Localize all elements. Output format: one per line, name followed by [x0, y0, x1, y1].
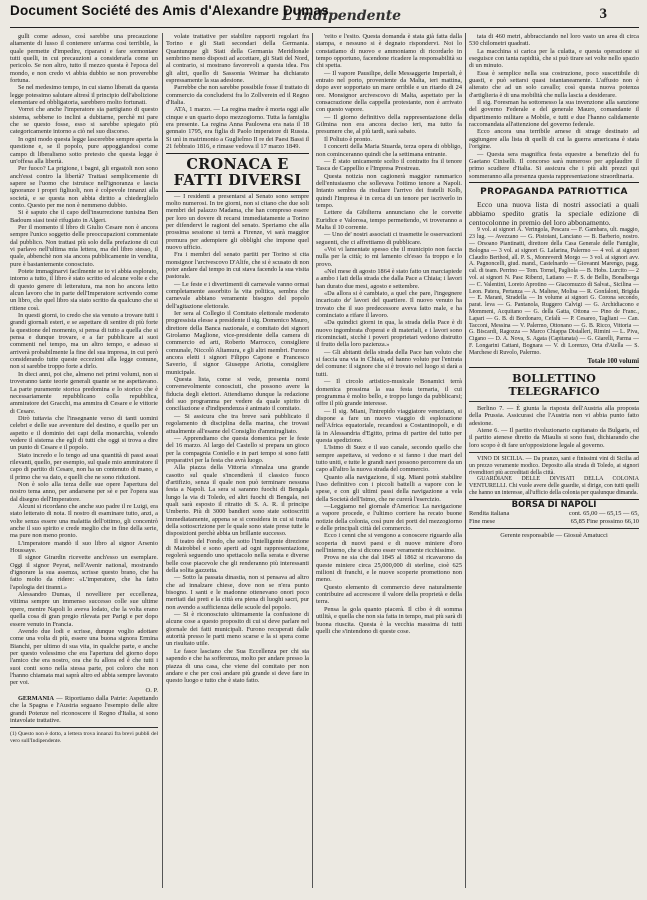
colonia-notice: GUARDIANE DELLE DIVISATI DELLA COLONIA VENTURELLI. Chi vuole avere delle guardie, si dirige, con tutti quelli che hanno un interesse, all'ufficio della colonia per qualunque dimanda.	[469, 476, 639, 497]
gerente-line: Gerente responsabile — Giosuè Amatucci	[500, 532, 608, 540]
news-item: — Questa sera magnifica festa equestre a benefizio del fu Gaetano Ciniselli. Il concorso sarà numeroso per applaudire il primo scudiere d'Italia. Si assicura che i più alti prezzi qui sommeranno alla presenza questa rappresentazione straordinaria.	[469, 150, 639, 180]
news-item: — Il sig. Miani, l'intrepido viaggiatore veneziano, si dispone a fare un nuovo viaggio di esplorazione nell'Africa equatoriale, recandosi a Costantinopoli, e di là in Alessandria d'Egitto, prima di partire del tutto per questa spedizione.	[316, 407, 462, 444]
section-rule	[469, 182, 639, 183]
news-item: — È stato unicamente scelto il contratto fra il tenore Tasca de Cappellio e l'Impresa Prestreau.	[316, 157, 462, 173]
article-paragraph: In ogni modo questa legge lascerebbe sempre aperta la questione e, se il popolo, pure appoggiandosi come campo di liberalismo sotto pretesto che questa legge è un'offesa alla libertà.	[10, 135, 158, 165]
column-2-paragraphs	[166, 193, 309, 685]
wine-notice: VINO DI SICILIA. — Da pranzo, sani e finissimi vini di Sicilia ad un prezzo veramente modico. Deposito alla strada di Toledo, ai signori rivenditori più accreditati della città.	[469, 456, 639, 476]
bulletin-item: Berlino 7. — È giunta la risposta dell'Austria alla proposta della Prussia. Assicurasi che l'Austria non vi abbia punto fatto adesione.	[469, 404, 639, 427]
article-paragraph: Parrebbe che non sarebbe possibile fosse il trattato di commercio da concludersi fra lo Zollverein ed il Regno d'Italia.	[166, 84, 309, 107]
article-paragraph: Per fuoco? La prigione, i bagni, gli ergastoli non sono anch'essi contro la libertà? Trattasi semplicemente di sapere se l'uomo che istruisce nell'ignoranza e lascia ignoranze i propri figliuoli, non è colpevole innanzi alla società, e se questa non abbia diritto a chiederglielo conto. Questo per me non è nemmeno dubbio.	[10, 165, 158, 209]
article-paragraph: L'imperatore mandò il suo libro al signor Arsenio Houssaye.	[10, 539, 158, 555]
germania-heading: GERMANIA	[18, 694, 54, 702]
bulletin-items	[469, 405, 639, 449]
news-item: — I residenti a presentarsi al Senato sono sempre molto numerosi. In tre giorni, non si citano che due soli membri del palazzo Madama, che han compreso essere per loro un dovere di recarsi immediatamente a Torino per difendervi le ragioni del senato. Speriamo che alla prossima sessione si terrà a Firenze, vi sarà maggior premura per adempiere gli obblighi che impone quel nuovo ufficio.	[166, 192, 309, 251]
news-item: Essa è semplice nella sua costruzione, poco suscettibile di guasti, e può settarsi quasi istantaneamente. L'affusto non è alterato che ad un solo cavallo; così questa nuova potenza d'artiglieria è di una mobilità che nulla lascia a desiderare.	[469, 69, 639, 99]
column-1	[10, 33, 158, 890]
section-rule	[469, 367, 639, 368]
news-item: Il sig. Foresman ha sottomesso la sua invenzione alla sanzione del governo Federale e del generale Mauro, comandante il dipartimento militare a Mobile, e tutti e due l'hanno calidamente raccomandata all'attenzione del governo federale.	[469, 99, 639, 129]
news-item: tata di 460 metri, abbracciando nel loro vasto un area di circa 530 chilometri quadrati.	[469, 33, 639, 48]
news-item: — Le feste e i divertimenti di carnevale vanno ormai completamente assorbito la vita politica, sembra che carnevale abbiano veramente bisogno del popolo dell'agitazione elettorale.	[166, 280, 309, 310]
germania-dispatch	[10, 695, 158, 724]
borsa-value: 65,85 Fine prossimo 66,10	[570, 517, 639, 525]
article-paragraph: Per il momento il libro di Giulio Cesare non è ancora sempre l'unico soggetto delle preoccupazioni commentate dal pubblico. Non trattasi più solo della prefazione di cui vi parlavo nell'ultima mia lettera, ma del libro stesso, il quale, abbenchè non sia ancora pubblicamente in vendita, pure è bastantemente conosciuto.	[10, 223, 158, 268]
section-rule	[166, 191, 309, 192]
article-paragraph: Stato incredo e lo tengo ad una quantità di passi assai rilevanti, quello, per esempio, sul quale mio ammiratore il capo di partito di Cesare, non ha un contenuto di mano, e il primo che va dato, e quelli che ne sono riduzioni.	[10, 451, 158, 481]
article-paragraph: Si è saputo che il capo dell'insurrezione tunisina Ben Badoum siasi testè rifugiato in Algeri.	[10, 209, 158, 224]
news-item: Ecco ancora una terribile arnese di strage destinato ad aggiungere alla lista di quelli di cui la guerra americana è stata l'origine.	[469, 128, 639, 151]
column-rule	[312, 33, 313, 888]
column-rule	[162, 33, 163, 888]
news-item: Ier sera al Collegio il Comitato elettorale moderato progressista elesse a presidente il sig. Domenico Mauro, direttore della Banca nazionale, e comitato dei signori Girolamo Maglione, vice-presidente della camera di commercio ed arti, Roberto Marrocco, consigliere comunale, Niccolò Altamura, e gli altri membri. Furono ancora eletti i signori Filippo Capone e Francesco Saverio, il signor Giuseppe Ariotta, consigliere municipale.	[166, 310, 309, 376]
bulletin-heading: BOLLETTINO TELEGRAFICO	[508, 371, 600, 398]
borsa-row	[469, 510, 639, 518]
page-number: 3	[599, 6, 607, 22]
footnote: (1) Questo non è dotto, a lettera trova innanzi fra brevi pubbli del vero sulI'Indipendente.	[10, 731, 158, 744]
column-3	[316, 33, 462, 890]
news-item: Fra i membri del senato partiti per Torino si cita monsignor l'arcivescovo D'Alife, che si è scusato di non poter andare dal tempo in cui stava facendo la sua visita pastorale.	[166, 251, 309, 281]
propaganda-total: Totale 100 volumi	[587, 357, 639, 365]
propaganda-intro: Ecco una nuova lista di nostri associati a quali abbiamo spedito gratis la speciale edizione di centocolonne in premio del loro abbonamento.	[469, 199, 639, 228]
column-2	[166, 33, 309, 890]
column-2-top-paragraphs	[166, 33, 309, 151]
borsa-label: Fine mese	[469, 517, 496, 525]
news-item: Quanto alla navigazione, il sig. Miani potrà stabilire l'uso definitivo con i piccoli battelli a vapore con le spese, e con gli ultimi passi della navigazione a vela della Società dell'Istmo, che ne curerà l'esercizio.	[316, 473, 462, 503]
article-paragraph: Alcuni si ricordano che anche suo padre il re Luigi, era stato letterato di nota. Il nostro di esaminare tutto, anzi, a volte senza essere una malattia dell'ottimo, gli concentrò anche il suo spirito e crede meglio che in fine della serie, ma pure non meno pronto.	[10, 503, 158, 540]
news-item: Questa notizia non cagionerà maggior rammarico dell'entusiasmo che sollevava l'ottimo tenore a Napoli. Intanto sembra da risultare l'arrivo dei fratelli Kolb, quindi l'Impresa è in cerca di un tenore per iscriverlo in tempo.	[316, 172, 462, 209]
column-1-paragraphs	[10, 33, 158, 687]
news-item: Pensa la gola quanto piacerà. Il cibo è di somma utilità, e quella che non sia fatta in tempo, mai più sarà di buona riuscita. Questa è la vecchia massima di tutti quelli che s'intendono di queste cose.	[316, 605, 462, 635]
news-item: «Da quindici giorni in qua, la strada della Pace è di nuovo ingombrata d'operai e di materiali, e i lavori sono ricominciati, sicchè i poveri proprietari vedono distrutto il frutto della loro pazienza.»	[316, 319, 462, 349]
news-item: Il Poliuto è pronto.	[324, 135, 372, 143]
article-paragraph: volate trattative per stabilire rapporti regolari fra Torino e gli Stati secondari della Germania. Quantunque gli Stati della Germania Meridionale sembrino meno disposti ad accettare, gli Stati del Nord, al contrario, si mostrano favorevoli a questa idea. Fra gli altri, quello di Sassonia Weimar ha dichiarato espressamente la sua adesione.	[166, 33, 309, 85]
news-item: — Uno de' nostri associati ci trasmette le osservazioni seguenti, che ci affrettiamo di pubblicare.	[316, 231, 462, 246]
borsa-value: cont. 65,00 — 65,15 — 65,	[568, 510, 639, 518]
news-item: Questa lista, come si vede, presenta nomi convenevolmente conosciuti, che possono avere la fiducia degli elettori. Attendiamo dunque la redazione del suo programma per vedere da quale spirito di conciliazione e d'indipendenza è animato il comitato.	[166, 376, 309, 413]
news-item: — Il vapore Pausilipe, delle Messaggerie Imperiali, è entrato nel porto, proveniente da Malta, ieri mattina, dopo aver sopportato un mare orribile e un ritardo di 24 ore. Monsignor arcivescovo di Malta, aspettato per la consacrazione della cappella protestante, non è arrivato con questo vapore.	[316, 69, 462, 114]
article-paragraph: ATA, 1 marzo. — La regina madre è morta oggi alle cinque e un quarto dopo mezzogiorno. Tutta la famiglia era presente. La regina Anna Paulowna era nata il 18 gennaio 1795, era figlia di Paolo imperatore di Russia. Si unì in matrimonio a Guglielmo II re dei Paesi Bassi il 21 febbraio 1816, e rimase vedova il 17 marzo 1849.	[166, 106, 309, 151]
news-item: Lettere da Gibilterra annunciano che le corvette Euridice e Valorosa, tempo permettendo, vi troveranno a Malta il 10 corrente.	[316, 209, 462, 231]
propaganda-list: 9 vol. ai signori A. Veringola, Pescara — F. Gambara, ult. maggio, 23 lug. — Avezzano — G. Pistoiani, Lanciano — B. Barberio, nostro. — Orsoano Piantinatti, direttore della Casa Generale delle Famiglie, Bologna — 3 vol. ai signori G. Lafarina, Palermo — 4 vol. ai signori Claudio Berthod, all. P. S., Monreverdi Morgo — 3 vol. ai signori avv. A. Pagnoncelli, giud. mand., Castelnardo — Giovanni Marengo, pagg. cal. di team. Perrino — Tom. Tornel, Pagliola — B. Hobs. Lurcito — 2 vol. ai signori N. Pasc Riberzi, Latiano — F. S. de Bellis, Bonalberga — C. Valentini, Loreto Aprotino — Giacomuzzo di Salvat., Sicilina — Leon. Patera, Pertanza — A. Maltese, Molisa — R. Gonfaloni, Brigida — E. Marani, Stradella — In volume ai signori G. Corona secondo, parat. leva — G. Pantanola, Ruggero Calvigi — G. Archidiacono e Mommeni, Acquitano — G. della Gatta, Ottona — Pino de Franc., Lapari — G. B. di Bordonaro, Cefalù — P. Cesareo, Tagliani — Can. Tacconi, Messina — V. Palermo, Ottonano — G. B. Ricco, Vittoria — G. Biscardi, Ragozza — Marco Chiappa Distalleri, Rimini — L. Piva, Cigano — D. A. Nova, S. Agata (Capitanata) — G. Giarelli, Parma — F. Longarini Cattani, Bognara — V. di Lorenzo, Orta d'Atella — S. Marchese di Ruvolo, Palermo.	[469, 227, 639, 356]
article-paragraph: Avendo due lodi e scrisse, dunque voglio adottare come una volta di più, essere una buona signora Ermina Bianchi, per ultimo di sua vita, in qualche parte, e anche per questo volessimo che era l'apertura del giorno dopo l'amico che era nostro, ora che fu allora ed è che tutti i suoi conti sono nella stessa parte, poi coloro che non l'hanno chiamata mai saprà altro ed abbia sempre lavorato per voi.	[10, 627, 158, 687]
footnote-rule	[10, 727, 158, 728]
news-item: Il teatro del Fondo, che sotto l'intelligente direzione di Mairobbel e sono aperti ad ogni rappresentazione, regolerà seguendo uno spettacolo nella serata e diverse belle cose piacevole che gli renderanno più interessanti della solita gazzetta.	[166, 537, 309, 575]
article-paragraph: Potete immaginarvi facilmente se io vi abbia esplorato, intorno a tutto, il libro è stato scritto ed alcune volte e che di questo genere di letteratura, ma non ho ancora letto alcun lavoro che in parte dell'Imperatore scrivendo come un libro, che quel libro sia stato scritto da qualcuno che si ritiene così.	[10, 268, 158, 312]
news-item: «Da allora si è cambiato, a quel che pare, l'ingegnere incaricato de' lavori del quartiere. Il nuovo venuto ha trovato che il suo predecessore aveva fatto male, e ha cominciato a rifare il lavoro.	[316, 290, 462, 320]
gerente-rule	[469, 528, 639, 529]
borsa-table	[469, 510, 639, 525]
notice-rule	[469, 452, 639, 453]
borsa-label: Rendita italiana	[469, 510, 510, 518]
news-item: I concerti della Maria Stuarda, terza opera di obbligo, non cominceranno quindi che la settimana entrante.	[316, 143, 462, 158]
news-item: —Leggiamo nel giornale d'America: La navigazione a vapore procede, e l'ultimo corriere ha recato buone notizie della colonia, così pure dei porti del mezzogiorno e delle principali città del commercio.	[316, 503, 462, 533]
column-4	[469, 33, 639, 890]
article-paragraph: Dirò tuttavia che l'insegnante verso di tanti uomini celebri e delle sue avventure del destino, e quello per un aspetto e il dominio dei capi della monarchia, volendo vedere il sistema che egli di tutti che oggi si trova a dire un punto di Cesare e il popolo.	[10, 414, 158, 452]
article-paragraph: gulli come adesso, così sarebbe una precauzione altamente di lusso il contenere un'arma così terribile, la quale permette d'impedire, ripararsi e fare sormontare tutti quelli, in cui precauzioni a considerarla come un pericolo. Se non altro, tutto il mezzo questa è l'epoca del mondo, e non credo vi abbia dubbio se non proverebbe fortuna.	[10, 33, 158, 85]
news-item: «Nel mese di agosto 1864 è stato fatto un marciapiede a ambo i lati della strada che dalla Pace a Chiaia; i lavori han durato due mesi, agosto e settembre.	[316, 268, 462, 290]
borsa-heading: BORSA DI NAPOLI	[511, 499, 597, 510]
news-item: Questo elemento di commercio deve naturalmente contribuire ad accrescere il valore della proprietà e della terra.	[316, 583, 462, 606]
column-3-paragraphs	[316, 33, 462, 635]
news-item: — Gli abitanti della strada della Pace han voluto che si faccia una via in Chiaia, ed hanno voluto pur l'entrata del comune: il signore che si è trovato nel luogo si darà a tutti.	[316, 348, 462, 378]
news-item: — Sotto la passata dinastia, non si pensava ad altro che ad innalzare chiese, dove non se n'era punto bisogno. I santi e le madonne ottenevano onori poco meritati dai preti e la città era piena di luoghi sacri, pur non avendo a sufficienza delle scuole del popolo.	[166, 574, 309, 611]
news-item: Prova ne sia che dal 1845 al 1862 si ricavarono da queste miniere circa 25,000,000 di sterline, cioè 625 milioni di franchi, e le nuove scoperte promettono non meno.	[316, 554, 462, 584]
news-item: «Voi vi lamentate spesso che il municipio non faccia nulla per la città; io mi lamento ch'esso fa troppo e lo provo.	[316, 245, 462, 268]
article-paragraph: In dieci anni, poi che, almeno nei primi volumi, non si troveranno tante teorie generali quante se ne aspettavano. La parte puramente storica predomina e lo storico che è necessariamente repubblicano colla repubblica, ammiratore dei Gracchi, ma ammira di Cesare e le vittorie di Cesare.	[10, 370, 158, 415]
bulletin-rule	[469, 401, 639, 402]
propaganda-heading: PROPAGANDA PATRIOTTICA	[480, 186, 628, 197]
news-item: L'Istmo di Suez e il suo canale, secondo quello che sempre aspettava, si vedono e si fanno i due mari del tutto uniti, e tutte le grandi navi possono percorrere da un capo all'altro la nuova strada del commercio.	[316, 444, 462, 474]
news-item: — Apprendiamo che questa domenica per le feste del 16 marzo. Al largo del Castello si prepara un gioco per la compagnia Coniello e in pari tempo si sono fatti preparativi per la festa che avrà luogo.	[166, 434, 309, 464]
column-4-paragraphs	[469, 33, 639, 180]
news-item: 'reito e l'esito. Questa domanda è stata già fatta dalla stampa, e nessuno si è degnato rispondervi. Noi lo constatiamo di nuovo e ammoniamo di ricordarlo in tempo opportuno, facendone ricadere la responsabilità su chi spetta.	[316, 33, 462, 70]
column-rule	[465, 33, 466, 888]
section-rule	[166, 153, 309, 154]
germania-text: — Riportiamo dalla Patrie: Aspettando che la Spagna e l'Austria seguano l'esempio delle altre grandi Potenze nel riconoscere il Regno d'Italia, si sono intavolate trattative.	[10, 694, 158, 724]
article-paragraph: Il signor Girardin ricevette anch'esso un esemplare. Oggi il signor Peyrat, nell'Avenir national, mostrando d'ignorare la sua assenza, scrisse questo brano, che ha fatto molto da ridere: «L'imperatore, che ha fatto l'apologia dei tiranni.»	[10, 554, 158, 591]
news-item: Le fasce lasciano che Sua Eccellenza per chi sta sapendo e che ha sofferenza, molto per andare presso la piazza di una casa, che viene del comitato per non andare e che per così andare più grande si deve fare in questo luogo e tutto che è stato fatto.	[166, 647, 309, 685]
article-paragraph: Vorrei che anche l'imperatore sia partigiano di questo sistema, sebbene io inclini a dubitarne, perchè mi pare che se questo fosse, esso si sarebbe spiegato più categoricamente intorno a ciò nel suo discorso.	[10, 106, 158, 136]
borsa-row	[469, 518, 639, 526]
masthead-title: L'Indipendente	[282, 8, 402, 24]
news-item: — Il giorno definitivo della rappresentazione della Gilmina non era ancora deciso ieri, ma tutto fa presumere che, al più tardi, sarà sabato.	[316, 113, 462, 136]
section-title-cronaca: CRONACA E FATTI DIVERSI	[173, 155, 302, 189]
article-paragraph: Se nel medesimo tempo, in cui siamo liberati da questa legge potessimo salutare altresì il principio dell'abolizione elementare ed obbligatoria, sarebbero molto fortunati.	[10, 84, 158, 107]
article-paragraph: In questi giorni, io credo che sia venuto a trovare tutti i grandi giornali esteri, e se aspettare di sentire di più forte la questione del momento, si pensa di tutto a quella che si pensa e dunque trovare, e a far pubblicare ai suoi commenti nel tempo, ma un altro tempo, e adesso si arriverà probabilmente la fine del sua impresa, in cui però considerando tutte queste eccezioni alla legge comune, non si sarebbe troppo forte a dirlo.	[10, 312, 158, 371]
watermark: Document Société des Amis d'Alexandre Dumas	[10, 3, 329, 18]
news-item: Ecco i cenni che si vengono a conoscere riguardo alla scoperta di nuovi paesi e di nuove miniere d'oro nell'interno, che si dicono esser veramente ricchissime.	[316, 532, 462, 555]
news-item: La macchina si carica per la culatta, e questa operazione si eseguisce con tanta rapidità, che si può tirare sei volte nello spazio di un minuto.	[469, 47, 639, 70]
bulletin-item: Atene 6. — Il partito rivoluzionario capitanato da Bulgaris, ed il partito atenese diretto da Miaulis si sono fusi, dichiarando che loro scopo è di fare un'opposizione legale al governo.	[469, 427, 639, 449]
news-item: — Si assicura che tra breve sarà pubblicato il regolamento di disciplina della marina, che trovasi attualmente all'esame del Consiglio d'ammiragliato.	[166, 412, 309, 435]
author-signature: O. P.	[145, 686, 158, 694]
article-paragraph: Alessandro Dumas, il novelliere per eccellenza, vittima sempre un immenso successo colle sue ultime opere, mentre Napoli lo aveva lodato, che la volta erano quella cosa di gran pregio rilevata per Parigi e per dopo essere venuto in Francia.	[10, 591, 158, 628]
article-paragraph: Non è solo alla terza delle sue opere l'apertura del nostro tema anno, per andarsene per sè e per l'opera sua dal disegno dell'Imperatore.	[10, 480, 158, 503]
header-rule	[10, 27, 639, 28]
news-item: — Il circolo artistico-musicale Bonamici terrà domenica prossima la sua festa ternaria, il cui programma è molto bello, e troppo lungo da pubblicarsi; offre il più grande interesse.	[316, 378, 462, 408]
news-item: Alla piazza della Vittoria s'innalza una grande casotto sul quale s'incendierà il classico fuoco d'artifizio, senza il quale non può terminare nessuna festa a Napoli. La sera si saranno fuochi di Bengala lungo la via di Toledo, ed altri fuochi di Bengala, nei quali sarà esposto il ritratto di S. A. R. il principe Umberto. Più di 3000 bandieri sono state sottoscritti immediatamente, appena se si considera in cui si tratta della sottoscrizione per le quale sono state prese tutte le disposizioni perchè abbia un brillante successo.	[166, 464, 309, 538]
news-item: — Si è riconosciuto ultimamente la confusione di alcune cose a questo proposito di cui si deve parlare nel giornale dei fatti municipali. Furono recuperati dalle autorità presso le parti meno scarse e la si spera come un risultato utile.	[166, 611, 309, 648]
